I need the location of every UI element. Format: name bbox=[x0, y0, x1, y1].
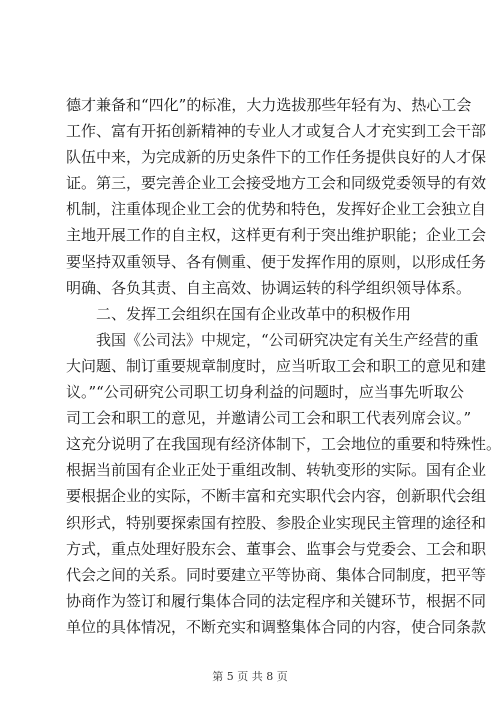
text-line: 机制，注重体现企业工会的优势和特色，发挥好企业工会独立自 bbox=[66, 200, 487, 219]
text-line: 协商作为签订和履行集体合同的法定程序和关键环节，根据不同 bbox=[66, 591, 487, 610]
text-line: 证。第三，要完善企业工会接受地方工会和同级党委领导的有效 bbox=[66, 174, 487, 193]
text-line: 德才兼备和“四化”的标准，大力选拔那些年轻有为、热心工会 bbox=[66, 96, 472, 114]
text-line: 司工会和职工的意见，并邀请公司工会和职工代表列席会议。” bbox=[66, 409, 472, 428]
text-line: 大问题、制订重要规章制度时，应当听取工会和职工的意见和建 bbox=[66, 356, 487, 375]
text-line: 主地开展工作的自主权，这样更有利于突出维护职能；企业工会 bbox=[66, 226, 487, 245]
text-line: 议。”“公司研究公司职工切身利益的问题时，应当事先听取公 bbox=[66, 383, 464, 402]
section-heading: 二、发挥工会组织在国有企业改革中的积极作用 bbox=[96, 304, 412, 323]
text-line: 要根据企业的实际，不断丰富和充实职代会内容，创新职代会组 bbox=[66, 487, 487, 506]
text-line: 明确、各负其责、自主高效、协调运转的科学组织领导体系。 bbox=[66, 278, 472, 297]
text-line: 方式，重点处理好股东会、董事会、监事会与党委会、工会和职 bbox=[66, 539, 487, 558]
text-line: 根据当前国有企业正处于重组改制、转轨变形的实际。国有企业 bbox=[66, 461, 487, 480]
page-number-footer: 第 5 页 共 8 页 bbox=[212, 670, 288, 683]
text-line: 这充分说明了在我国现有经济体制下，工会地位的重要和特殊性。 bbox=[66, 435, 501, 454]
text-line: 我国《公司法》中规定，“公司研究决定有关生产经营的重 bbox=[96, 330, 479, 349]
text-line: 要坚持双重领导、各有侧重、便于发挥作用的原则，以形成任务 bbox=[66, 252, 487, 271]
text-line: 单位的具体情况，不断充实和调整集体合同的内容，使合同条款 bbox=[66, 617, 487, 636]
text-line: 队伍中来，为完成新的历史条件下的工作任务提供良好的人才保 bbox=[66, 148, 487, 167]
document-body bbox=[66, 92, 501, 640]
text-line: 织形式，特别要探索国有控股、参股企业实现民主管理的途径和 bbox=[66, 513, 487, 532]
text-line: 代会之间的关系。同时要建立平等协商、集体合同制度，把平等 bbox=[66, 565, 487, 584]
text-line: 工作、富有开拓创新精神的专业人才或复合人才充实到工会干部 bbox=[66, 122, 487, 141]
